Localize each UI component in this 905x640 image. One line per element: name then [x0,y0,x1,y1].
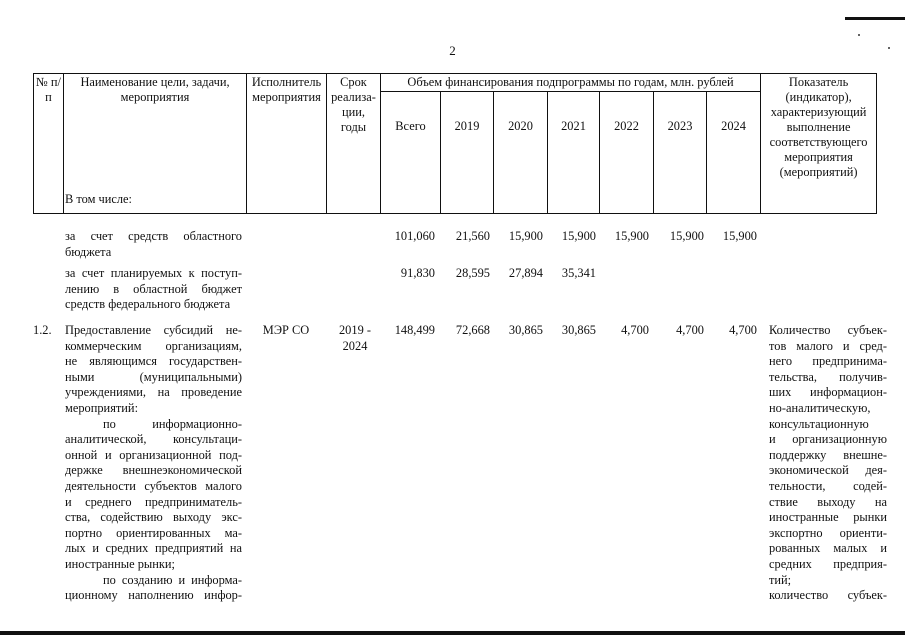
row-value-2023: 15,900 [669,229,704,243]
indicator-line: и организационную [769,432,887,447]
name-line: ства, содействию выходу экс- [65,510,242,525]
name-line: портно ориентированных ма- [65,525,242,540]
item-total: 148,499 [394,323,435,337]
row-value-2020: 15,900 [508,229,543,243]
header-year: 2021 [548,92,600,214]
scan-edge-bottom [0,631,905,635]
indicator-line: количество субъек- [769,588,887,603]
header-term: Срок реализа-ции, годы [327,74,381,214]
name-line: держке внешнеэкономической [65,463,242,478]
name-line: за счет средств областного [65,229,242,243]
name-line: мероприятий: [65,400,139,415]
indicator-line: ших информацион- [769,385,887,400]
row-value-2019: 21,560 [455,229,490,243]
name-line: лых и средних предприятий на [65,541,242,556]
row-name-regional-cont [65,245,242,261]
header-name: Наименование цели, задачи, мероприятия [64,74,247,214]
row-value-2019: 28,595 [455,266,490,280]
header-year: 2023 [654,92,707,214]
item-name [65,323,242,604]
indicator-line: тий; [769,572,792,587]
row-value-2021: 35,341 [561,266,596,280]
name-line: средств федерального бюджета [65,297,231,312]
item-indicator [769,323,887,604]
indicator-line: ствие выходу на [769,494,887,509]
table-header [33,73,877,214]
indicator-line: Количество субъек- [769,323,887,337]
indicator-line: экспортно ориенти- [769,525,887,540]
indicator-line: иностранные рынки [769,510,887,525]
item-executor: МЭР СО [262,323,310,337]
item-value-2020: 30,865 [508,323,543,337]
name-line: иностранные рынки; [65,556,175,571]
name-line: Предоставление субсидий не- [65,323,242,337]
header-indicator: Показатель (индикатор), характеризующий выполнение соответствующего мероприятия (мероприятий) [761,74,877,214]
indicator-line: консультационную [769,416,869,431]
header-year: 2020 [494,92,548,214]
scan-edge-top [845,17,905,20]
page-number: 2 [449,43,456,58]
including-label: В том числе: [65,192,132,206]
indicator-line: рованных малых и [769,541,887,556]
indicator-line: тельности, содей- [769,478,887,493]
name-line: за счет планируемых к поступ- [65,266,242,280]
term-line: 2019 - [338,323,371,337]
name-line: ными (муниципальными) [65,369,242,384]
row-name-federal [65,266,242,297]
header-year: 2019 [441,92,494,214]
item-value-2019: 72,668 [455,323,490,337]
indicator-line: тов малого и сред- [769,338,887,353]
header-executor: Исполнитель мероприятия [247,74,327,214]
name-line: деятельности субъектов малого [65,478,242,493]
name-line: онной и организационной под- [65,447,242,462]
name-line: по информационно- [103,416,242,431]
header-num: № п/п [34,74,64,214]
indicator-line: средних предприя- [769,556,887,571]
item-value-2024: 4,700 [729,323,757,337]
name-line: учреждениями, на проведение [65,385,242,400]
name-line: коммерческим организациям, [65,338,242,353]
name-line: не являющимся государствен- [65,354,242,369]
row-name-regional [65,229,242,245]
row-value-2024: 15,900 [722,229,757,243]
row-name-federal-cont [65,297,242,313]
name-line: по созданию и информа- [103,572,242,587]
scan-speck [858,34,860,36]
name-line: лению в областной бюджет [65,281,242,296]
name-line: аналитической, консультаци- [65,432,242,447]
item-number: 1.2. [33,323,52,337]
indicator-line: поддержку внешне- [769,447,887,462]
indicator-line: него предпринима- [769,354,887,369]
name-line: ционному наполнению инфор- [65,588,242,603]
row-value-2021: 15,900 [561,229,596,243]
header-year: 2024 [707,92,761,214]
item-value-2022: 4,700 [621,323,649,337]
row-value-2020: 27,894 [508,266,543,280]
row-total-federal: 91,830 [400,266,435,280]
header-total: Всего [381,92,441,214]
row-value-2022: 15,900 [614,229,649,243]
name-line: бюджета [65,244,112,259]
indicator-line: тельства, получив- [769,369,887,384]
header-year: 2022 [600,92,654,214]
indicator-line: экономической дея- [769,463,887,478]
row-total-regional: 101,060 [394,229,435,243]
item-term [328,323,382,354]
indicator-line: но-аналитическую, [769,400,871,415]
header-funding: Объем финансирования подпрограммы по годам, млн. рублей [381,74,761,92]
name-line: и среднего предприниматель- [65,494,242,509]
item-value-2021: 30,865 [561,323,596,337]
item-value-2023: 4,700 [676,323,704,337]
term-line: 2024 [342,338,368,353]
